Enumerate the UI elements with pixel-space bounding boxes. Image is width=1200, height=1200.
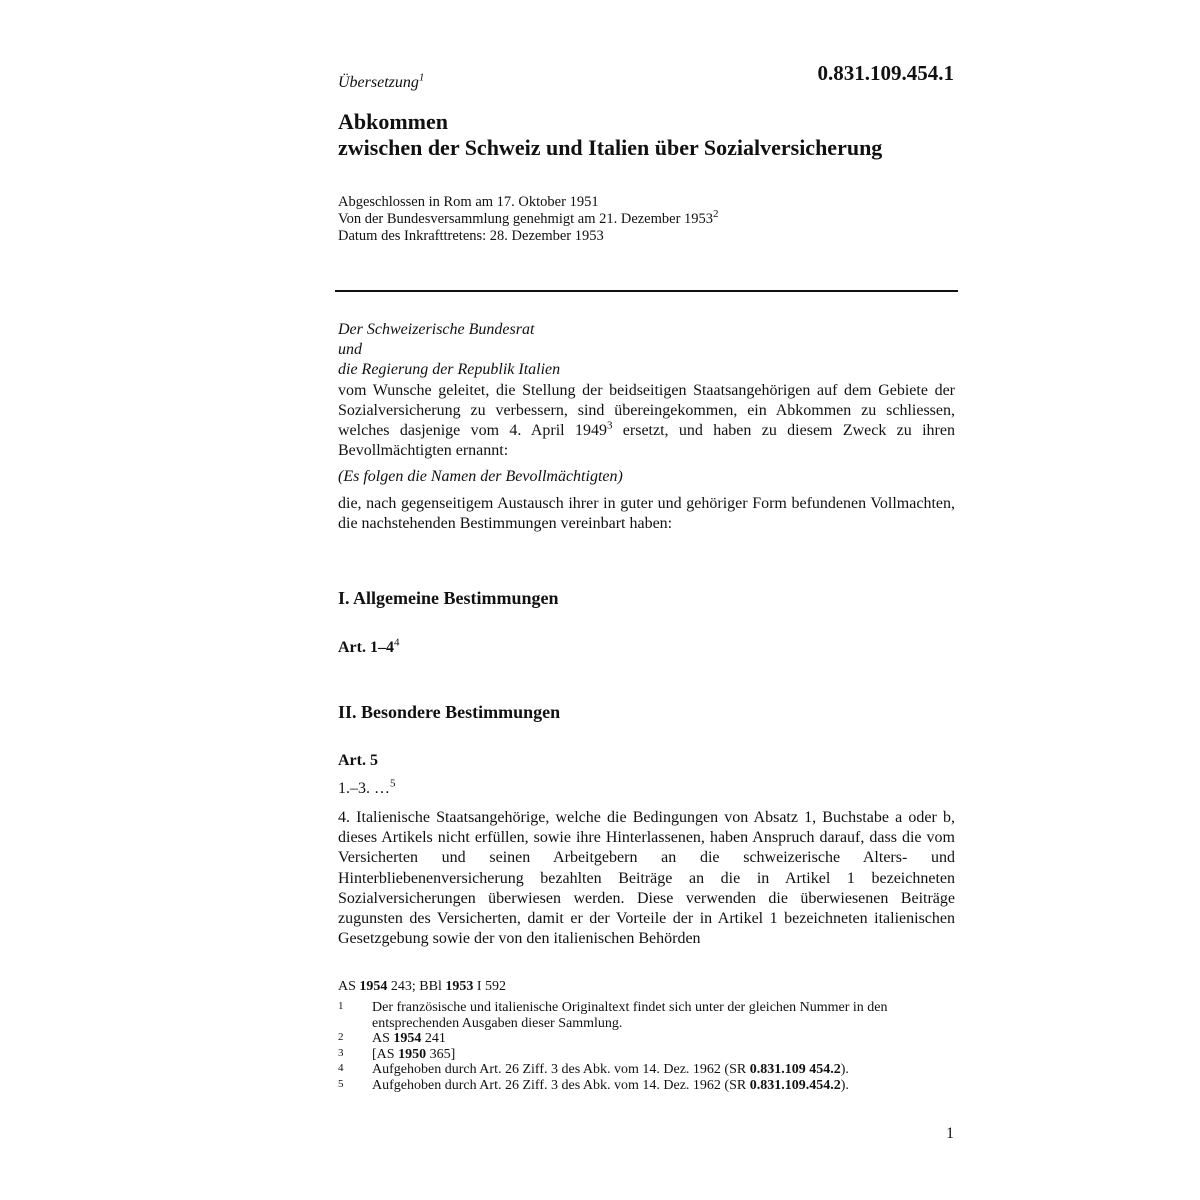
footnote-2: 2 AS 1954 241	[338, 1031, 446, 1046]
preamble-party-2: die Regierung der Republik Italien	[338, 361, 561, 379]
footnote-ref-4[interactable]: 4	[393, 636, 400, 649]
section-1-heading: I. Allgemeine Bestimmungen	[338, 588, 559, 608]
meta-concluded: Abgeschlossen in Rom am 17. Oktober 1951	[338, 194, 599, 210]
preamble-paragraph-2: die, nach gegenseitigem Austausch ihrer in guter und gehöriger Form befundenen Vollmachten, die nachstehenden Bestimmungen vereinbart haben:	[338, 494, 955, 532]
footnotes	[338, 1000, 948, 1093]
title-line-1: Abkommen	[338, 109, 449, 134]
article-1-4-heading: Art. $1-4^4$	[338, 636, 400, 656]
preamble-and: und	[338, 341, 362, 359]
footnote-5: 5 Aufgehoben durch Art. 26 Ziff. 3 des Abk. vom 14. Dez. 1962 (SR 0.831.109.454.2).	[338, 1077, 849, 1093]
meta-in-force: Datum des Inkrafttretens: 28. Dezember 1953	[338, 228, 604, 244]
page-number: 1	[946, 1125, 954, 1142]
footnote-ref-3[interactable]: 3	[606, 419, 613, 432]
article-5-heading: Art. 5	[338, 752, 378, 769]
footnote-source: AS 1954 243; BBl 1953 I 592	[338, 979, 507, 994]
translation-label: Übersetzung$^1$	[338, 71, 425, 91]
footnote-ref-2[interactable]: 2	[713, 208, 719, 221]
section-2-heading: II. Besondere Bestimmungen	[338, 702, 561, 722]
document-title	[338, 109, 882, 161]
preamble	[338, 320, 955, 534]
footnote-ref-1[interactable]: 1	[418, 71, 425, 84]
footnote-ref-5[interactable]: 5	[390, 777, 396, 790]
title-line-2: zwischen der Schweiz und Italien über Sozialversicherung	[338, 135, 883, 160]
footnote-3: 3 [AS 1950 365]	[338, 1046, 456, 1062]
footnote-4: 4 Aufgehoben durch Art. 26 Ziff. 3 des Abk. vom 14. Dez. 1962 (SR 0.831.109 454.2).	[338, 1062, 849, 1077]
article-5-paragraphs-1-3: 1.–3. …$^5$	[338, 777, 396, 797]
document-meta	[338, 194, 719, 245]
article-5-paragraph-4: 4. Italienische Staatsangehörige, welche die Bedingungen von Absatz 1, Buchstabe a oder b, dieses Artikels nicht erfüllen, sowie ihre Hinterlassenen, haben Anspruch darauf, dass die vom Versicherten und seinen Arbeitgebern an die schweizerische Alters- und Hinterbliebenenversicherung bezahlten Beiträge an die in Artikel 1 bezeichneten Sozialversicherungen überwiesen werden. Diese verwenden die überwiesenen Beiträge zugunsten des Versicherten, damit er der Vorteile der in Artikel 1 bezeichneten italienischen Gesetzgebung sowie der von den italienischen Behörden	[338, 809, 955, 948]
preamble-paragraph-1: vom Wunsche geleitet, die Stellung der beidseitigen Staatsangehörigen auf dem Gebiete der Sozialversicherung zu verbessern, sind übereingekommen, ein Abkommen zu schliessen, welches dasjenige vom 4. April 1949$^3$ ersetzt, und haben zu diesem Zweck zu ihren Bevollmächtigten ernannt:	[338, 381, 955, 460]
sr-number: 0.831.109.454.1	[817, 61, 954, 85]
preamble-plenipotentiaries: (Es folgen die Namen der Bevollmächtigten)	[338, 468, 623, 486]
footnote-1: 1 Der französische und italienische Originaltext findet sich unter der gleichen Nummer in den entsprechenden Ausgaben dieser Sammlung.	[338, 1000, 888, 1031]
preamble-party-1: Der Schweizerische Bundesrat	[338, 321, 535, 338]
divider	[335, 290, 958, 292]
meta-approved: Von der Bundesversammlung genehmigt am 21. Dezember 1953$^2$	[338, 208, 719, 227]
